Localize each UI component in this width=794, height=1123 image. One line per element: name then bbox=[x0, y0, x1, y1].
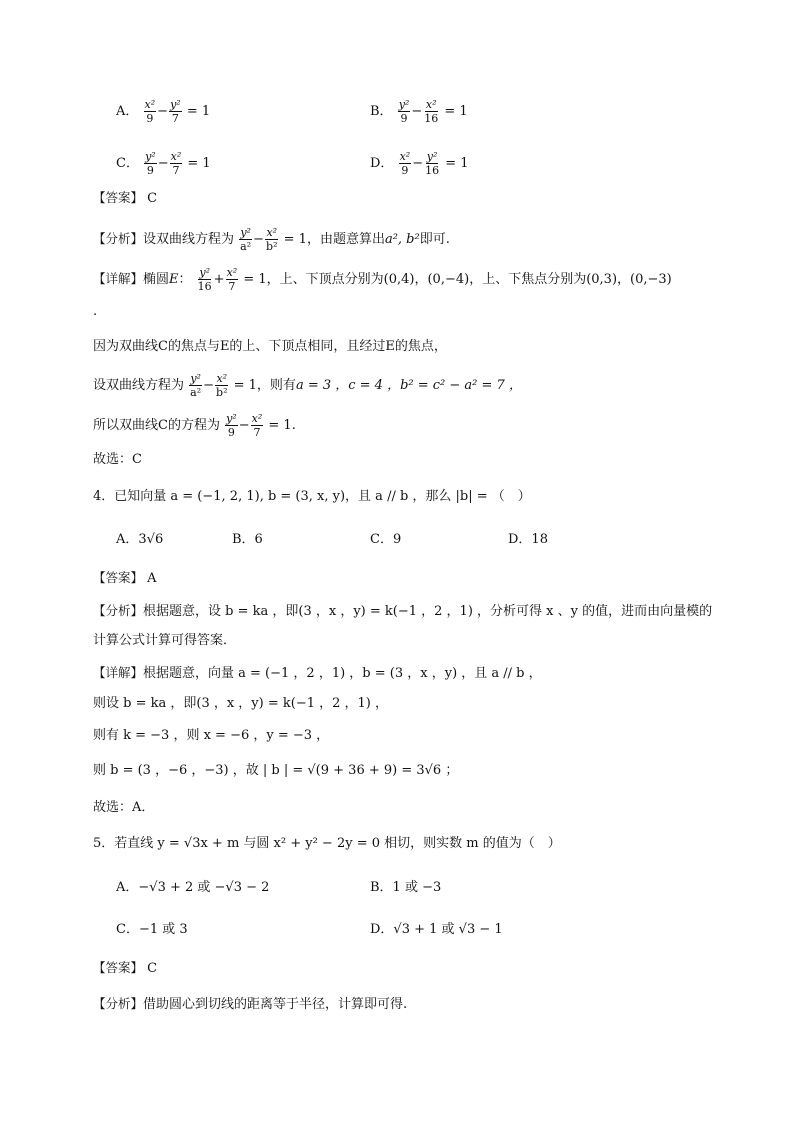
detail-var: E bbox=[169, 272, 179, 287]
q4-detail-line-4 bbox=[93, 761, 458, 781]
question-text: 4．已知向量 a = (−1, 2, 1), b = (3, x, y)，且 a // b ，那么 |b| = （ ） bbox=[93, 489, 531, 504]
foci: (0,3)，(0,−3) bbox=[586, 272, 672, 287]
analysis-text: ，由题意算出 bbox=[306, 232, 385, 247]
values-text: a = 3 ，c = 4 ，b² = c² − a² = 7 ， bbox=[295, 378, 522, 393]
answer-tag: 【答案】 bbox=[93, 190, 144, 205]
q3-detail-line: 【详解】椭圆E： $\frac{\text{y²}}{16}$ + $\frac{\text{x²}}{7}$ = 1，上、下顶点分别为(0,4)，(0,−4)，上、下焦点分别为(0,3)，(0,−3) bbox=[93, 266, 672, 293]
q3-answer-line bbox=[93, 188, 157, 209]
fraction: $\frac{\text{y²}}{16}$ bbox=[197, 266, 212, 293]
detail-text: 椭圆 bbox=[143, 272, 170, 287]
q3-dot bbox=[93, 302, 97, 322]
option-label: B． bbox=[370, 104, 393, 119]
analysis-tag: 【分析】 bbox=[93, 231, 144, 246]
option-text: B．1 或 −3 bbox=[370, 880, 442, 895]
answer-value: C bbox=[147, 961, 158, 976]
option-text: C．9 bbox=[370, 532, 402, 547]
detail-text: ，上、下焦点分别为 bbox=[469, 272, 587, 287]
analysis-tag: 【分析】 bbox=[93, 603, 144, 618]
fraction: $\frac{\text{x²}}{9}$ bbox=[144, 98, 156, 125]
answer-tag: 【答案】 bbox=[93, 570, 144, 585]
fraction: $\frac{\text{y²}}{9}$ bbox=[398, 98, 410, 125]
q4-analysis-line-1 bbox=[93, 601, 712, 622]
dot-text: . bbox=[93, 304, 98, 319]
option-label: C． bbox=[116, 156, 139, 171]
detail-tag: 【详解】 bbox=[93, 271, 144, 286]
answer-value: A bbox=[147, 571, 157, 586]
text: 故选：A． bbox=[93, 800, 155, 815]
option-text: B．6 bbox=[232, 532, 263, 547]
q5-answer-line bbox=[93, 958, 157, 979]
detail-text: 根据题意，向量 a = (−1 ，2 ，1) ，b = (3 ，x ，y) ，且 a // b ， bbox=[143, 666, 542, 681]
text: 因为双曲线C的焦点与E的上、下顶点相同，且经过E的焦点， bbox=[93, 339, 447, 354]
q4-conclusion bbox=[93, 798, 154, 818]
fraction: $\frac{\text{y²}}{\text{a²}}$ bbox=[190, 372, 202, 399]
question-text: 5．若直线 y = √3x + m 与圆 x² + y² − 2y = 0 相切，则实数 m 的值为（ ） bbox=[93, 836, 561, 851]
q3-conclusion bbox=[93, 450, 142, 470]
analysis-text: 借助圆心到切线的距离等于半径，计算即可得. bbox=[143, 997, 408, 1012]
option-label: D． bbox=[370, 156, 394, 171]
detail-text: 则设 b = ka ，即(3 ，x ，y) = k(−1 ，2 ，1) ， bbox=[93, 696, 389, 711]
option-text: D．18 bbox=[508, 532, 548, 547]
q3-option-c: C． $\frac{\text{y²}}{9}$ − $\frac{\text{x²}}{7}$ = 1 bbox=[116, 150, 211, 177]
vertices: (0,4)，(0,−4) bbox=[383, 272, 470, 287]
text: ，则有 bbox=[256, 378, 296, 393]
fraction: $\frac{\text{x²}}{7}$ bbox=[251, 412, 263, 439]
option-text: A．3√6 bbox=[116, 532, 164, 547]
q4-option-b bbox=[232, 530, 263, 550]
q4-detail-line-3 bbox=[93, 726, 329, 746]
option-text: C．−1 或 3 bbox=[116, 922, 188, 937]
fraction: $\frac{\text{x²}}{\text{b²}}$ bbox=[266, 226, 278, 253]
option-text: D．√3 + 1 或 √3 − 1 bbox=[370, 922, 503, 937]
q4-option-d bbox=[508, 530, 548, 550]
answer-value: C bbox=[147, 191, 158, 206]
fraction: $\frac{\text{x²}}{7}$ bbox=[226, 266, 238, 293]
option-label: A． bbox=[116, 104, 139, 119]
q4-answer-line bbox=[93, 568, 157, 589]
q3-option-a: A． $\frac{\text{x²}}{9}$ − $\frac{\text{y²}}{7}$ = 1 bbox=[116, 98, 211, 125]
q5-option-b bbox=[370, 878, 441, 898]
q4-analysis-line-2 bbox=[93, 631, 236, 651]
detail-text: ，上、下顶点分别为 bbox=[266, 272, 384, 287]
q5-stem bbox=[93, 834, 561, 854]
fraction: $\frac{\text{x²}}{9}$ bbox=[399, 150, 411, 177]
q4-option-c bbox=[370, 530, 401, 550]
detail-tag: 【详解】 bbox=[93, 665, 144, 680]
q5-option-a bbox=[116, 878, 269, 898]
q4-detail-line-1 bbox=[93, 663, 542, 684]
analysis-text: 根据题意，设 b = ka ，即(3 ，x ，y) = k(−1 ，2 ，1) ，分析可得 x 、y 的值，进而由向量模的 bbox=[143, 604, 713, 619]
fraction: $\frac{\text{y²}}{16}$ bbox=[425, 150, 440, 177]
q5-option-d bbox=[370, 920, 503, 940]
q3-line-b: 设双曲线方程为 $\frac{\text{y²}}{\text{a²}}$ − $\frac{\text{x²}}{\text{b²}}$ = 1，则有a = 3 ，c = 4 ，b² = c² − a² = 7 ， bbox=[93, 372, 522, 399]
analysis-text: 设双曲线方程为 bbox=[143, 232, 235, 247]
q4-detail-line-2 bbox=[93, 694, 388, 714]
analysis-text: 即可. bbox=[419, 232, 450, 247]
text: 故选：C bbox=[93, 452, 142, 467]
q3-option-b: B． $\frac{\text{y²}}{9}$ − $\frac{\text{x²}}{16}$ = 1 bbox=[370, 98, 468, 125]
detail-text: 则有 k = −3 ，则 x = −6 ，y = −3 ， bbox=[93, 728, 330, 743]
fraction: $\frac{\text{y²}}{9}$ bbox=[226, 412, 237, 439]
fraction: $\frac{\text{x²}}{16}$ bbox=[424, 98, 439, 125]
fraction: $\frac{\text{y²}}{7}$ bbox=[170, 98, 181, 125]
text: . bbox=[291, 418, 296, 433]
text: 所以双曲线C的方程为 bbox=[93, 418, 220, 433]
analysis-tag: 【分析】 bbox=[93, 996, 144, 1011]
fraction: $\frac{\text{x²}}{7}$ bbox=[170, 150, 182, 177]
analysis-vars: a², b² bbox=[384, 232, 420, 247]
detail-text: 则 b = (3 ，−6 ，−3) ，故 | b | = √(9 + 36 + 9) = 3√6 ； bbox=[93, 763, 459, 778]
q3-option-d: D． $\frac{\text{x²}}{9}$ − $\frac{\text{y²}}{16}$ = 1 bbox=[370, 150, 469, 177]
answer-tag: 【答案】 bbox=[93, 960, 144, 975]
text: 设双曲线方程为 bbox=[93, 378, 185, 393]
option-text: A．−√3 + 2 或 −√3 − 2 bbox=[116, 880, 270, 895]
q5-option-c bbox=[116, 920, 188, 940]
analysis-text: 计算公式计算可得答案． bbox=[93, 633, 237, 648]
q4-stem bbox=[93, 487, 531, 507]
q3-line-c: 所以双曲线C的方程为 $\frac{\text{y²}}{9}$ − $\frac{\text{x²}}{7}$ = 1. bbox=[93, 412, 296, 439]
fraction: $\frac{\text{y²}}{\text{a²}}$ bbox=[240, 226, 252, 253]
fraction: $\frac{\text{x²}}{\text{b²}}$ bbox=[216, 372, 228, 399]
q4-option-a bbox=[116, 530, 163, 550]
q5-analysis-line bbox=[93, 994, 407, 1015]
q3-line-a bbox=[93, 337, 447, 357]
q3-analysis-line: 【分析】设双曲线方程为 $\frac{\text{y²}}{\text{a²}}$ − $\frac{\text{x²}}{\text{b²}}$ = 1，由题意算出a², b²即可. bbox=[93, 226, 450, 253]
fraction: $\frac{\text{y²}}{9}$ bbox=[145, 150, 156, 177]
